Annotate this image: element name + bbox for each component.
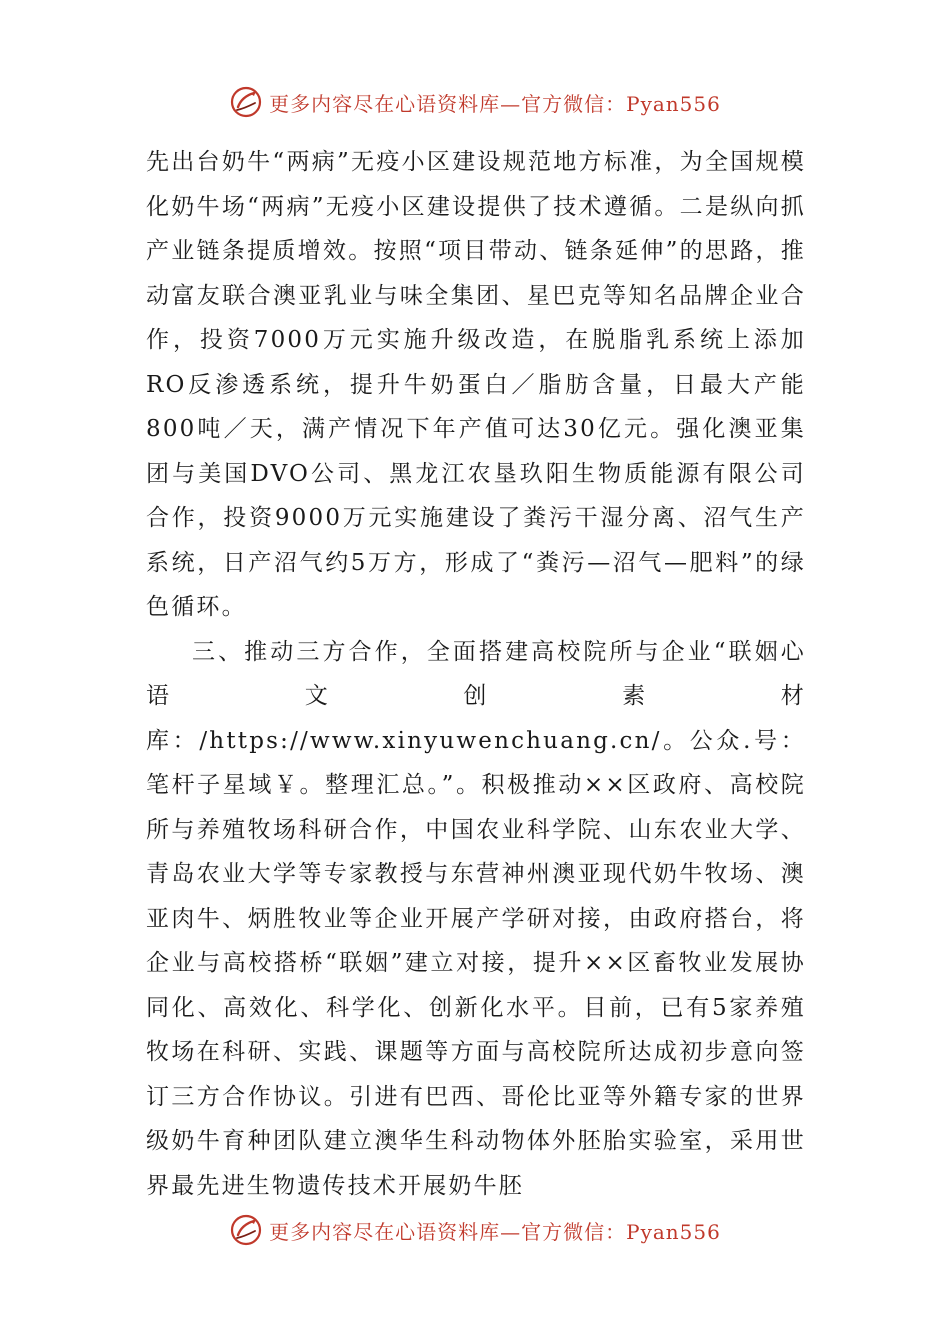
document-body [146, 140, 806, 1208]
header-watermark-banner [0, 84, 950, 120]
watermark-text: 更多内容尽在心语资料库—官方微信：Pyan556 [269, 91, 721, 116]
footer-watermark-banner [0, 1212, 950, 1248]
pen-signature-icon [229, 1213, 263, 1247]
watermark-text: 更多内容尽在心语资料库—官方微信：Pyan556 [269, 1219, 721, 1244]
paragraph-continued: 先出台奶牛“两病”无疫小区建设规范地方标准，为全国规模化奶牛场“两病”无疫小区建设提供了技术遵循。二是纵向抓产业链条提质增效。按照“项目带动、链条延伸”的思路，推动富友联合澳亚乳业与味全集团、星巴克等知名品牌企业合作，投资7000万元实施升级改造，在脱脂乳系统上添加RO反渗透系统，提升牛奶蛋白／脂肪含量，日最大产能800吨／天，满产情况下年产值可达30亿元。强化澳亚集团与美国DVO公司、黑龙江农垦玖阳生物质能源有限公司合作，投资9000万元实施建设了粪污干湿分离、沼气生产系统，日产沼气约5万方，形成了“粪污—沼气—肥料”的绿色循环。 [146, 149, 806, 620]
paragraph-section-three: 三、推动三方合作，全面搭建高校院所与企业“联姻心语文创素材库：/https://www.xinyuwenchuang.cn/。公众.号：笔杆子星域￥。整理汇总。”。积极推动××区政府、高校院所与养殖牧场科研合作，中国农业科学院、山东农业大学、青岛农业大学等专家教授与东营神州澳亚现代奶牛牧场、澳亚肉牛、炳胜牧业等企业开展产学研对接，由政府搭台，将企业与高校搭桥“联姻”建立对接，提升××区畜牧业发展协同化、高效化、科学化、创新化水平。目前，已有5家养殖牧场在科研、实践、课题等方面与高校院所达成初步意向签订三方合作协议。引进有巴西、哥伦比亚等外籍专家的世界级奶牛育种团队建立澳华生科动物体外胚胎实验室，采用世界最先进生物遗传技术开展奶牛胚 [146, 638, 806, 1199]
pen-signature-icon [229, 85, 263, 119]
